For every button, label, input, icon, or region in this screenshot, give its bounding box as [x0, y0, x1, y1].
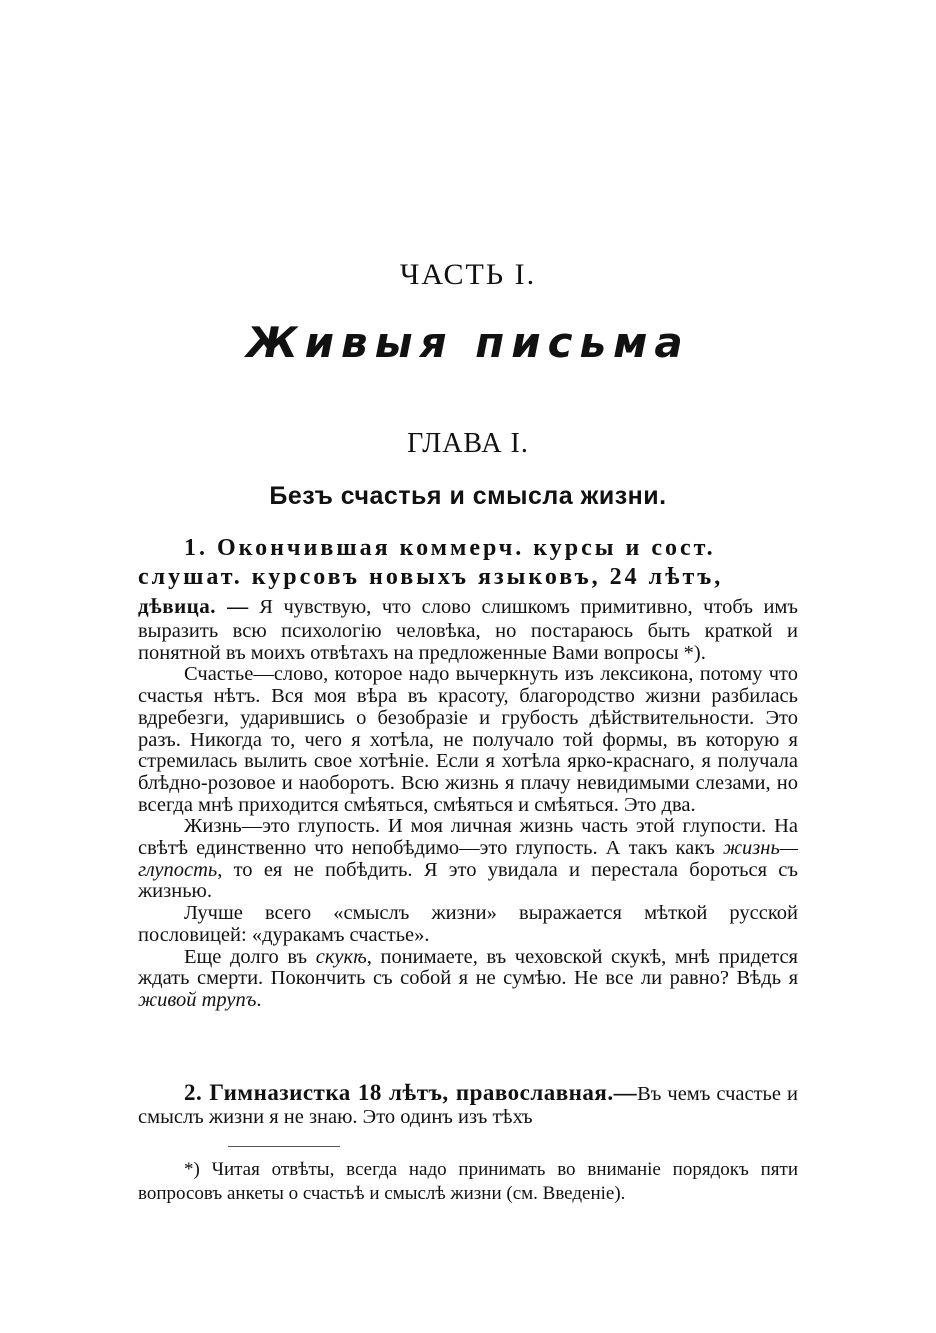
entry-1-heading-line-1: 1. Окончившая коммерч. курсы и сост. — [184, 535, 716, 561]
entry-1-paragraph-1 — [138, 592, 798, 664]
entry-2-text: Въ чемъ счастье и смыслъ жизни я не знаю. Это одинъ изъ тѣхъ — [138, 1083, 798, 1128]
entry-1-p5-text-c: . — [256, 988, 262, 1011]
entry-1 — [138, 534, 798, 1012]
entry-1-p5-text-b: , понимаете, въ чеховской скукѣ, мнѣ придется ждать смерти. Покончить съ собой я не сумѣю. Не все ли равно? Вѣдь я — [138, 945, 798, 990]
entry-1-intro — [138, 534, 798, 592]
footnote: *) Читая отвѣты, всегда надо принимать во вниманіе порядокъ пяти вопросовъ анкеты о счастьѣ и смыслѣ жизни (см. Введеніе). — [138, 1159, 798, 1204]
chapter-subtitle: Безъ счастья и смысла жизни. — [269, 482, 667, 510]
entry-1-heading-line-2: слушат. курсовъ новыхъ языковъ, 24 лѣтъ, — [138, 564, 724, 590]
entry-2 — [138, 1078, 798, 1129]
part-title: ЧАСТЬ I. — [399, 258, 537, 291]
chapter-title: ГЛАВА I. — [407, 428, 529, 459]
entry-1-p3-text-b: , то ея не побѣдить. Я это увидала и перестала бороться съ жизнью. — [138, 858, 798, 903]
entry-1-paragraph-2: Счастье—слово, которое надо вычеркнуть изъ лексикона, потому что счастья нѣтъ. Вся моя вѣра въ красоту, благородство жизни разбилась вдребезги, ударившись о безобразіе и грубость дѣйствительности. Это разъ. Никогда то, чего я хотѣла, не получало той формы, въ которую я стремилась вылить свое хотѣніе. Если я хотѣла ярко-краснаго, я получала блѣдно-розовое и наоборотъ. Всю жизнь я плачу невидимыми слезами, но всегда мнѣ приходится смѣяться, смѣяться и смѣяться. Это два. — [138, 663, 798, 816]
entry-1-p5-emphasis-2: живой трупъ — [138, 988, 257, 1011]
entry-1-intro-rest: чтобъ имъ выразить всю психологію человѣка, но постараюсь быть краткой и понятной въ моихъ отвѣтахъ на предложенные Вами вопросы *). — [138, 596, 799, 664]
entry-2-paragraph — [138, 1078, 798, 1129]
entry-1-p5-emphasis-1: скукѣ — [315, 945, 367, 968]
entry-1-p3-text-a: Жизнь—это глупость. И моя личная жизнь часть этой глупости. На свѣтѣ единственно что непобѣдимо—это глупость. А такъ какъ — [138, 815, 798, 860]
entry-1-p3-emphasis: жизнь—глупость — [138, 837, 798, 881]
entry-1-paragraph-5 — [138, 947, 798, 1012]
entry-1-paragraph-4: Лучше всего «смыслъ жизни» выражается мѣткой русской пословицей: «дуракамъ счастье». — [138, 902, 798, 946]
part-subtitle: Живыя письма — [246, 318, 690, 367]
footnote-divider — [228, 1146, 340, 1147]
entry-2-heading: 2. Гимназистка 18 лѣтъ, православная.— — [184, 1080, 638, 1105]
entry-1-intro-text: Я чувствую, что слово слишкомъ примитивно, — [248, 596, 693, 618]
entry-1-heading-line-3: дѣвица. — — [138, 594, 249, 618]
entry-1-paragraph-3 — [138, 816, 798, 903]
entry-1-p5-text-a: Еще долго въ — [184, 945, 316, 968]
